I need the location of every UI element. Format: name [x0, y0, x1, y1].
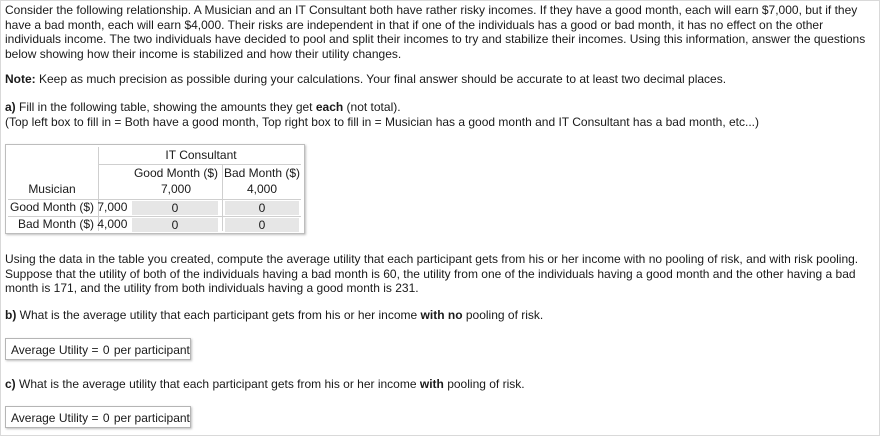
note-text: Keep as much precision as possible during your calculations. Your final answer should be accurate to at least two decimal places. [35, 72, 727, 86]
utility-text: Using the data in the table you created, compute the average utility that each participant gets from his or her income with no pooling of risk, and with risk pooling. Suppose that the utility of both of the individuals having a bad month is 60, the utility from one of the individuals having a good month and the other having a bad month is 171, and the utility from both individuals having a good month is 231. [5, 252, 859, 295]
part-b-text: What is the average utility that each participant gets from his or her income [16, 308, 421, 322]
part-c-text: What is the average utility that each participant gets from his or her income [15, 377, 420, 391]
row-label-good: Good Month ($) 7,000 [10, 200, 128, 214]
part-c-label: c) [5, 377, 16, 391]
answer-suffix: per participant [110, 411, 190, 425]
cell-bad-bad-input[interactable]: 0 [225, 218, 299, 232]
column-header-bad: Bad Month ($) [223, 166, 301, 180]
part-c-bold: with [419, 377, 444, 391]
part-a-text: Fill in the following table, showing the amounts they get [15, 100, 316, 114]
part-c-answer-input[interactable]: 0 [102, 411, 110, 425]
part-b-prompt [5, 308, 871, 323]
intro-text: Consider the following relationship. A Musician and an IT Consultant both have rather risky incomes. If they have a good month, each will earn $7,000, but if they have a bad month, each will earn $4,000. Their risks are independent in that if one of the individuals has a good or bad month, it has no effect on the other individuals income. The two individuals have decided to pool and split their incomes to try and stabilize their incomes. Using this information, answer the questions below showing how their income is stabilized and how their utility changes. [5, 3, 866, 61]
row-label-bad: Bad Month ($) 4,000 [18, 217, 128, 231]
answer-suffix: per participant [110, 343, 190, 357]
part-b-label: b) [5, 308, 17, 322]
answer-prefix: Average Utility = [11, 411, 102, 425]
part-c-answer-box [5, 406, 191, 428]
part-a-prompt [5, 100, 871, 129]
cell-good-good-input[interactable]: 0 [132, 201, 218, 215]
part-a-text-after: (not total). [343, 100, 401, 114]
answer-prefix: Average Utility = [11, 343, 102, 357]
part-c-prompt [5, 377, 871, 392]
part-a-label: a) [5, 100, 16, 114]
column-value-bad: 4,000 [246, 182, 278, 196]
part-a-bold: each [315, 100, 344, 114]
table-divider [98, 164, 301, 165]
part-b-text-after: pooling of risk. [462, 308, 544, 322]
part-a-hint: (Top left box to fill in = Both have a good month, Top right box to fill in = Musician has a good month and IT Consultant has a bad month, etc...) [5, 114, 760, 129]
part-b-bold: with no [420, 308, 463, 322]
cell-bad-good-input[interactable]: 0 [132, 218, 218, 232]
column-group-header: IT Consultant [165, 148, 237, 162]
part-b-answer-input[interactable]: 0 [102, 343, 110, 357]
note-label: Note: [5, 72, 36, 86]
part-c-text-after: pooling of risk. [443, 377, 525, 391]
part-b-answer-box [5, 338, 191, 360]
note-paragraph [5, 72, 871, 87]
income-table [5, 144, 305, 234]
cell-good-bad-input[interactable]: 0 [225, 201, 299, 215]
column-header-good: Good Month ($) [133, 166, 219, 180]
column-value-good: 7,000 [160, 182, 192, 196]
row-group-header: Musician [28, 182, 76, 196]
